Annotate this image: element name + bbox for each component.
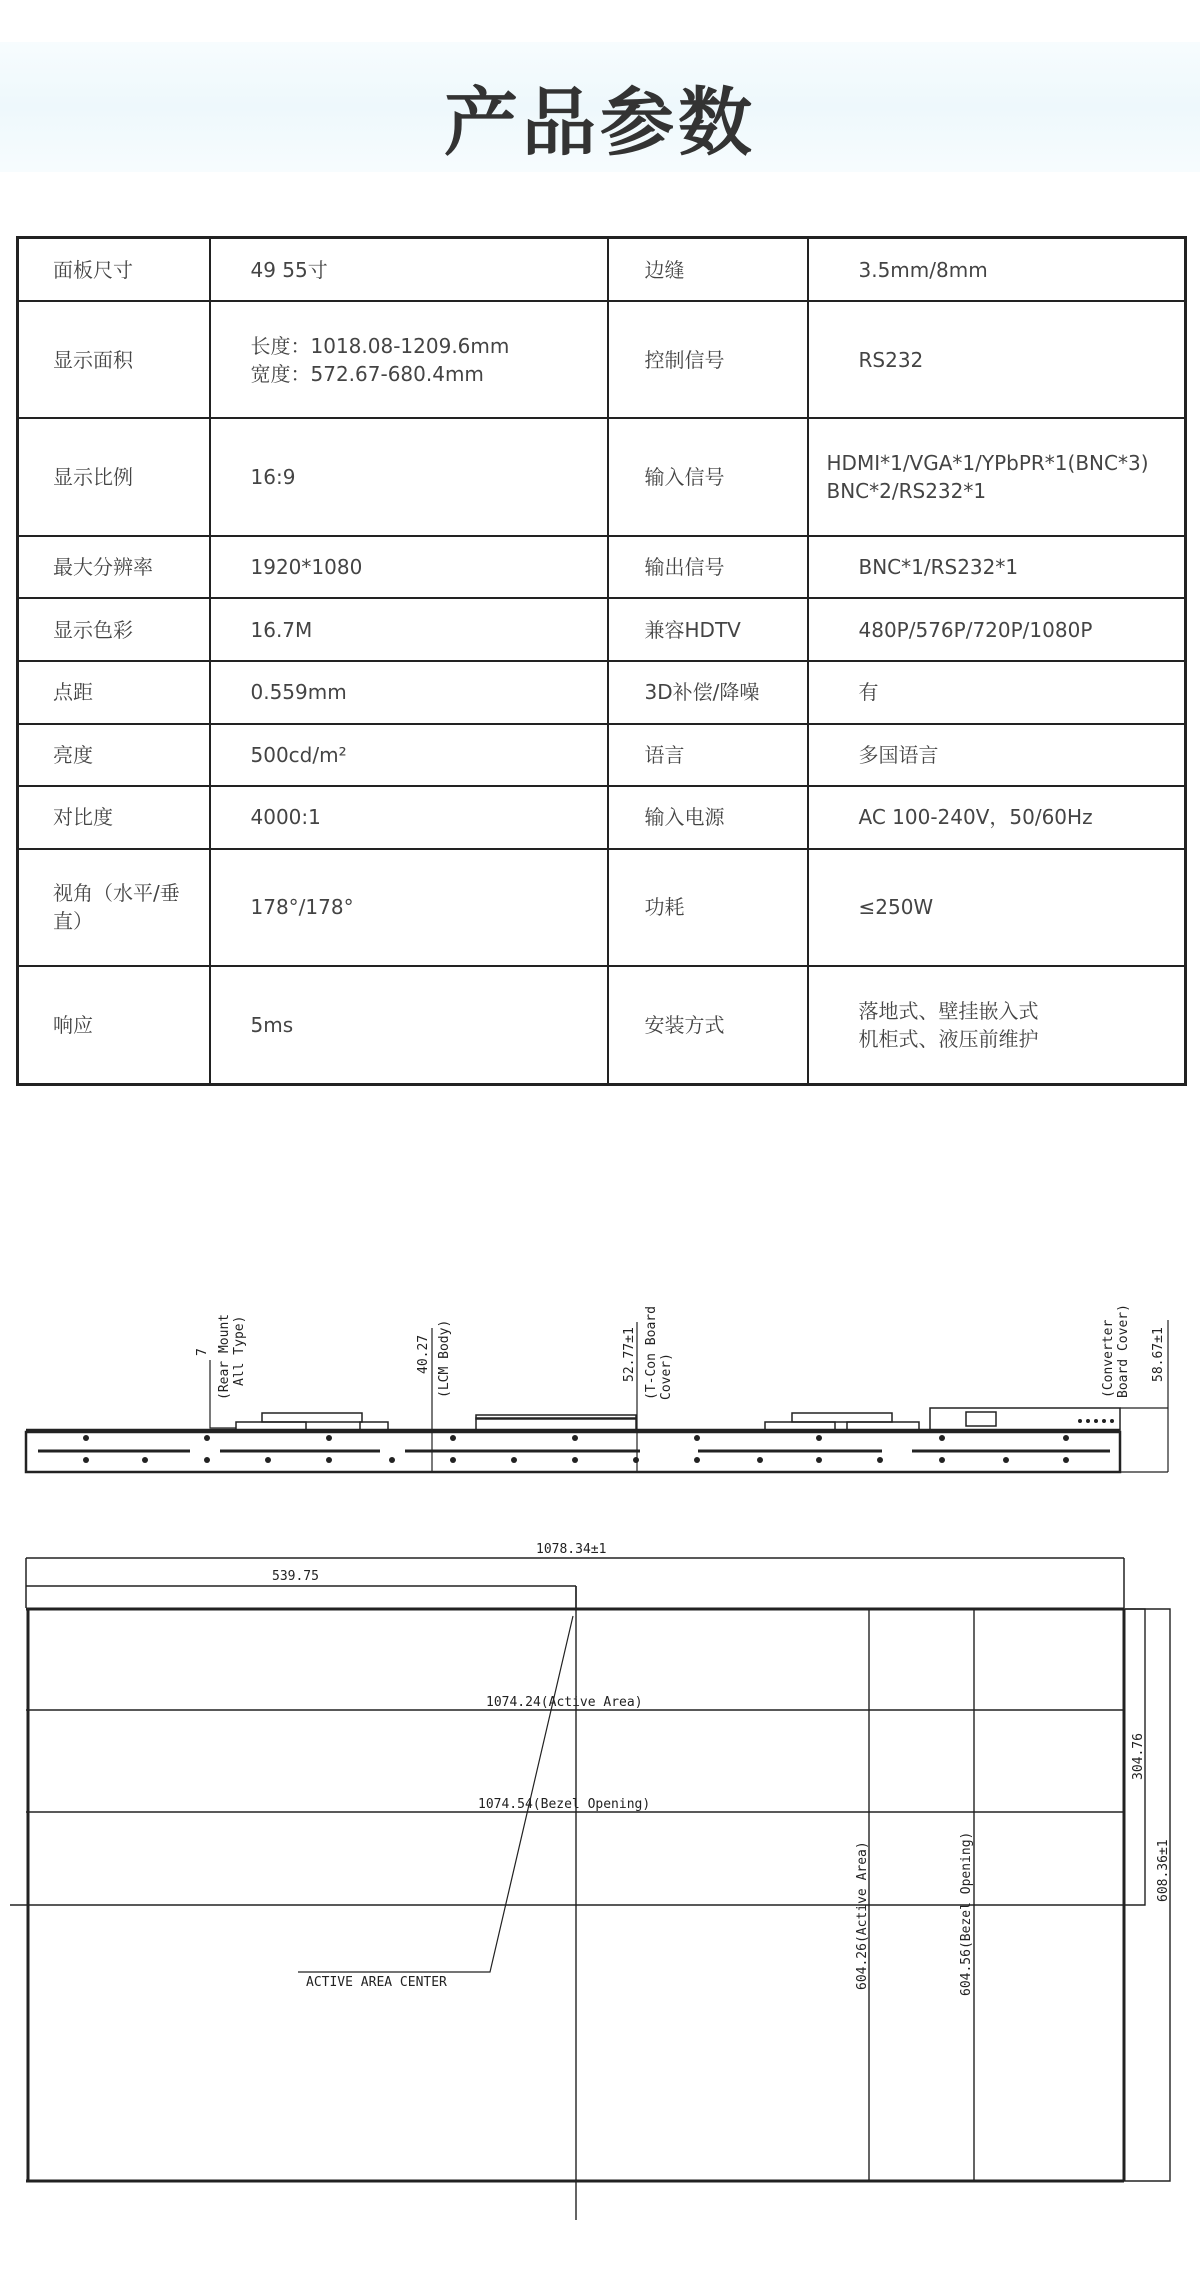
spec-label-right: 控制信号 — [608, 301, 808, 418]
spec-label-right: 输入信号 — [608, 418, 808, 535]
spec-value-left — [210, 418, 608, 535]
spec-row — [18, 724, 1186, 787]
spec-value-left — [210, 724, 608, 787]
label-tcon-cover-1: (T-Con Board — [644, 1306, 659, 1400]
spec-value-right — [808, 598, 1186, 661]
spec-row — [18, 598, 1186, 661]
spec-value-right-line: RS232 — [858, 347, 924, 372]
spec-label-left: 最大分辨率 — [18, 536, 210, 599]
spec-label-left: 面板尺寸 — [18, 238, 210, 302]
spec-label-right: 兼容HDTV — [608, 598, 808, 661]
label-rear-mount-2: All Type) — [232, 1315, 247, 1386]
dim-active-width: 1074.24(Active Area) — [486, 1695, 643, 1710]
spec-value-left-line: 500cd/m² — [250, 742, 347, 767]
spec-row — [18, 301, 1186, 418]
spec-value-left-line: 5ms — [250, 1013, 294, 1038]
spec-row — [18, 661, 1186, 724]
spec-value-left-line: 178°/178° — [250, 895, 354, 920]
spec-value-right — [808, 536, 1186, 599]
spec-value-right-line: BNC*1/RS232*1 — [858, 555, 1019, 580]
spec-label-right: 输出信号 — [608, 536, 808, 599]
spec-value-left — [210, 661, 608, 724]
dimension-drawing — [0, 1260, 1200, 2283]
spec-label-right: 语言 — [608, 724, 808, 787]
spec-value-left-line: 长度：1018.08-1209.6mm — [250, 333, 510, 358]
spec-row — [18, 966, 1186, 1084]
side-view — [26, 1320, 1168, 1472]
spec-label-left: 视角（水平/垂直） — [18, 849, 210, 966]
spec-value-right — [808, 786, 1186, 849]
spec-value-left — [210, 966, 608, 1084]
dim-half-height: 304.76 — [1131, 1733, 1146, 1780]
spec-value-left-line: 4000:1 — [250, 805, 321, 830]
spec-value-right — [808, 418, 1186, 535]
dim-overall-width: 1078.34±1 — [536, 1542, 607, 1557]
spec-label-left: 响应 — [18, 966, 210, 1084]
spec-value-left-line: 16:9 — [250, 465, 296, 490]
dim-half-width: 539.75 — [272, 1569, 319, 1584]
spec-value-right-line: 多国语言 — [858, 742, 939, 767]
spec-table — [16, 236, 1187, 1086]
spec-value-right-line: 有 — [858, 680, 879, 705]
spec-row — [18, 418, 1186, 535]
spec-row — [18, 536, 1186, 599]
spec-value-right — [808, 849, 1186, 966]
spec-value-left — [210, 536, 608, 599]
spec-value-right-line: HDMI*1/VGA*1/YPbPR*1(BNC*3) — [826, 451, 1149, 476]
dim-bezel-height: 604.56(Bezel Opening) — [959, 1831, 974, 1996]
spec-label-left: 亮度 — [18, 724, 210, 787]
spec-value-left — [210, 598, 608, 661]
front-view — [10, 1558, 1170, 2220]
dim-converter-cover: 58.67±1 — [1151, 1327, 1166, 1382]
spec-value-right — [808, 661, 1186, 724]
spec-value-left — [210, 786, 608, 849]
spec-value-right-line: ≤250W — [858, 895, 934, 920]
spec-value-right-line: 机柜式、液压前维护 — [858, 1027, 1039, 1052]
spec-value-right-line: 3.5mm/8mm — [858, 257, 988, 282]
spec-value-right — [808, 238, 1186, 302]
spec-value-left-line: 1920*1080 — [250, 555, 363, 580]
page-title: 产品参数 — [444, 80, 756, 166]
spec-value-right-line: 480P/576P/720P/1080P — [858, 617, 1093, 642]
dim-tcon-cover: 52.77±1 — [622, 1327, 637, 1382]
label-lcm-body: (LCM Body) — [437, 1319, 452, 1398]
spec-value-left — [210, 238, 608, 302]
spec-value-right-line: 落地式、壁挂嵌入式 — [858, 999, 1039, 1024]
spec-row — [18, 849, 1186, 966]
spec-value-right — [808, 724, 1186, 787]
label-active-area-center: ACTIVE AREA CENTER — [306, 1975, 447, 1990]
dim-overall-height: 608.36±1 — [1156, 1839, 1171, 1902]
dim-lcm-body: 40.27 — [416, 1334, 431, 1374]
dim-rear-mount: 7 — [195, 1348, 210, 1356]
spec-label-right: 安装方式 — [608, 966, 808, 1084]
spec-value-right — [808, 966, 1186, 1084]
spec-label-right: 功耗 — [608, 849, 808, 966]
spec-label-right: 3D补偿/降噪 — [608, 661, 808, 724]
spec-value-left — [210, 301, 608, 418]
spec-label-right: 边缝 — [608, 238, 808, 302]
spec-row — [18, 786, 1186, 849]
spec-value-left-line: 49 55寸 — [250, 257, 328, 282]
spec-row — [18, 238, 1186, 302]
spec-label-left: 显示面积 — [18, 301, 210, 418]
header-banner — [0, 42, 1200, 172]
dim-active-height: 604.26(Active Area) — [855, 1841, 870, 1990]
spec-label-left: 对比度 — [18, 786, 210, 849]
spec-label-left: 显示比例 — [18, 418, 210, 535]
spec-value-left-line: 0.559mm — [250, 680, 347, 705]
spec-value-right — [808, 301, 1186, 418]
spec-value-left-line: 16.7M — [250, 617, 313, 642]
spec-value-left — [210, 849, 608, 966]
spec-value-right-line: BNC*2/RS232*1 — [826, 479, 987, 504]
label-converter-cover-2: Board Cover) — [1116, 1304, 1131, 1398]
label-tcon-cover-2: Cover) — [659, 1353, 674, 1400]
label-rear-mount-1: (Rear Mount — [217, 1313, 232, 1400]
spec-value-left-line: 宽度：572.67-680.4mm — [250, 361, 484, 386]
spec-value-right-line: AC 100-240V，50/60Hz — [858, 805, 1093, 830]
label-converter-cover-1: (Converter — [1101, 1319, 1116, 1398]
spec-label-left: 显示色彩 — [18, 598, 210, 661]
dim-bezel-width: 1074.54(Bezel Opening) — [478, 1797, 651, 1812]
spec-label-right: 输入电源 — [608, 786, 808, 849]
spec-label-left: 点距 — [18, 661, 210, 724]
